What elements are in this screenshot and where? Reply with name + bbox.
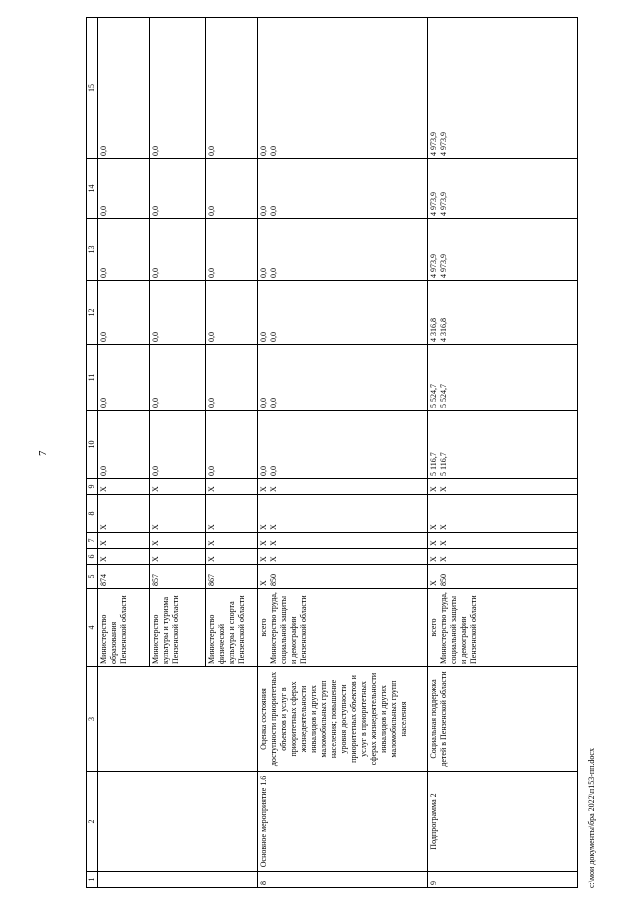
value-total: 0,0 bbox=[259, 268, 268, 278]
measure-description: Оценка состояния доступности приоритетных объектов и услуг в приоритетных сферах жизнедеятельности инвалидов и других маломобильных групп населения; повышение уровня доступности приоритетных объектов и услуг в приоритетных сферах жизнедеятельности инвалидов и других маломобильных групп населения bbox=[258, 667, 428, 772]
value-ministry: 4 973,9 bbox=[439, 254, 448, 278]
table-cell: 0,0 bbox=[98, 219, 150, 281]
table-cell bbox=[428, 533, 578, 549]
total-label: всего bbox=[259, 618, 268, 637]
table-cell: 0,0 bbox=[206, 345, 258, 411]
table-cell bbox=[258, 495, 428, 533]
table-cell: 0,0 bbox=[150, 345, 206, 411]
page-number: 7 bbox=[37, 450, 49, 456]
value-total: X bbox=[429, 486, 438, 492]
value-ministry: X bbox=[269, 556, 278, 562]
col-num-1: 1 bbox=[87, 872, 98, 888]
value-total: X bbox=[259, 540, 268, 546]
table-cell: 0,0 bbox=[98, 345, 150, 411]
value-ministry: 0,0 bbox=[269, 206, 278, 216]
value-ministry: 0,0 bbox=[269, 398, 278, 408]
file-path-footer: c:\мои документы\бра 2022\п153-пп.docx bbox=[587, 748, 596, 888]
table-cell: X bbox=[150, 549, 206, 565]
table-cell: 0,0 bbox=[206, 18, 258, 159]
value-total: 4 973,9 bbox=[429, 254, 438, 278]
value-total: X bbox=[429, 556, 438, 562]
table-cell: 0,0 bbox=[150, 219, 206, 281]
table-cell: 874 bbox=[98, 565, 150, 589]
value-total: X bbox=[429, 540, 438, 546]
table-cell bbox=[428, 549, 578, 565]
table-cell: 867 bbox=[206, 565, 258, 589]
value-total: 5 524,7 bbox=[429, 384, 438, 408]
table-row bbox=[98, 18, 150, 888]
table-cell: 0,0 bbox=[206, 159, 258, 219]
table-cell: X bbox=[206, 549, 258, 565]
value-ministry: 0,0 bbox=[269, 268, 278, 278]
subprogram-description: Социальная поддержка детей в Пензенской области bbox=[428, 667, 578, 772]
table-cell: 0,0 bbox=[98, 411, 150, 479]
ministry-name: Министерство труда, социальной защиты и демографии Пензенской области bbox=[439, 592, 478, 664]
table-cell: X bbox=[98, 533, 150, 549]
ministry-name: Министерство физической культуры и спорта Пензенской области bbox=[206, 589, 258, 667]
col-num-2: 2 bbox=[87, 772, 98, 872]
executor-cell bbox=[428, 589, 578, 667]
value-ministry: X bbox=[269, 540, 278, 546]
ministry-name: Министерство образования Пензенской области bbox=[98, 589, 150, 667]
table-cell bbox=[98, 872, 258, 888]
value-total: 0,0 bbox=[259, 398, 268, 408]
table-cell: X bbox=[98, 549, 150, 565]
col-num-7: 7 bbox=[87, 533, 98, 549]
table-cell: X bbox=[206, 495, 258, 533]
value-ministry: X bbox=[439, 486, 448, 492]
table-cell: 0,0 bbox=[150, 411, 206, 479]
measure-title: Основное мероприятие 1.6 bbox=[258, 772, 428, 872]
table-cell: X bbox=[206, 479, 258, 495]
table-cell: 0,0 bbox=[150, 159, 206, 219]
col-num-13: 13 bbox=[87, 219, 98, 281]
col-num-8: 8 bbox=[87, 495, 98, 533]
table-cell bbox=[428, 159, 578, 219]
ministry-name: Министерство культуры и туризма Пензенской области bbox=[150, 589, 206, 667]
value-total: 0,0 bbox=[259, 206, 268, 216]
value-total: 0,0 bbox=[259, 466, 268, 476]
col-num-5: 5 bbox=[87, 565, 98, 589]
value-ministry: X bbox=[439, 540, 448, 546]
row-number: 8 bbox=[258, 872, 428, 888]
value-ministry: 0,0 bbox=[269, 146, 278, 156]
column-number-row bbox=[87, 18, 98, 888]
table-cell bbox=[258, 549, 428, 565]
value-total: 4 973,9 bbox=[429, 132, 438, 156]
col-num-3: 3 bbox=[87, 667, 98, 772]
table-cell: 0,0 bbox=[150, 18, 206, 159]
value-ministry: X bbox=[269, 524, 278, 530]
table-cell bbox=[258, 219, 428, 281]
table-cell bbox=[428, 219, 578, 281]
value-total: 0,0 bbox=[259, 146, 268, 156]
value-ministry: X bbox=[439, 556, 448, 562]
value-ministry: X bbox=[269, 486, 278, 492]
value-total: 4 316,8 bbox=[429, 318, 438, 342]
table-cell bbox=[258, 479, 428, 495]
value-total: X bbox=[429, 524, 438, 530]
col-num-6: 6 bbox=[87, 549, 98, 565]
table-cell bbox=[258, 565, 428, 589]
value-total: X bbox=[259, 486, 268, 492]
ministry-name: Министерство труда, социальной защиты и демографии Пензенской области bbox=[269, 592, 308, 664]
table-cell bbox=[258, 18, 428, 159]
table-cell bbox=[258, 345, 428, 411]
table-cell: 0,0 bbox=[206, 219, 258, 281]
value-ministry: 4 316,8 bbox=[439, 318, 448, 342]
table-cell: X bbox=[98, 495, 150, 533]
table-cell: 0,0 bbox=[206, 281, 258, 345]
value-ministry: 5 524,7 bbox=[439, 384, 448, 408]
table-cell bbox=[428, 345, 578, 411]
value-total: X bbox=[429, 580, 438, 586]
table-row bbox=[428, 18, 578, 888]
table-cell: 0,0 bbox=[150, 281, 206, 345]
table-cell bbox=[258, 411, 428, 479]
table-cell bbox=[98, 667, 258, 772]
value-total: 5 116,7 bbox=[429, 452, 438, 476]
value-total: X bbox=[259, 556, 268, 562]
value-ministry: 4 973,9 bbox=[439, 132, 448, 156]
table-cell: 0,0 bbox=[98, 281, 150, 345]
table-cell bbox=[428, 18, 578, 159]
table-cell: X bbox=[98, 479, 150, 495]
value-ministry: 0,0 bbox=[269, 466, 278, 476]
value-total: 0,0 bbox=[259, 332, 268, 342]
table-cell: X bbox=[206, 533, 258, 549]
col-num-12: 12 bbox=[87, 281, 98, 345]
value-total: 4 973,9 bbox=[429, 192, 438, 216]
value-total: X bbox=[259, 580, 268, 586]
table-cell bbox=[98, 772, 258, 872]
value-total: X bbox=[259, 524, 268, 530]
value-ministry: X bbox=[439, 524, 448, 530]
total-label: всего bbox=[429, 618, 438, 637]
col-num-10: 10 bbox=[87, 411, 98, 479]
table-cell bbox=[258, 533, 428, 549]
table-row bbox=[258, 18, 428, 888]
table-cell: X bbox=[150, 533, 206, 549]
col-num-4: 4 bbox=[87, 589, 98, 667]
rotated-table-container bbox=[86, 18, 586, 888]
value-ministry: 850 bbox=[439, 574, 448, 586]
executor-cell bbox=[258, 589, 428, 667]
table-cell bbox=[258, 159, 428, 219]
table-cell: 0,0 bbox=[206, 411, 258, 479]
table-cell: X bbox=[150, 479, 206, 495]
row-number: 9 bbox=[428, 872, 578, 888]
subprogram-title: Подпрограмма 2 bbox=[428, 772, 578, 872]
table-cell bbox=[258, 281, 428, 345]
col-num-15: 15 bbox=[87, 18, 98, 159]
table-cell bbox=[428, 281, 578, 345]
table-cell: 857 bbox=[150, 565, 206, 589]
table-cell: 0,0 bbox=[98, 159, 150, 219]
col-num-14: 14 bbox=[87, 159, 98, 219]
value-ministry: 4 973,9 bbox=[439, 192, 448, 216]
value-ministry: 850 bbox=[269, 574, 278, 586]
program-table bbox=[86, 17, 578, 888]
table-cell bbox=[428, 495, 578, 533]
table-cell bbox=[428, 479, 578, 495]
col-num-11: 11 bbox=[87, 345, 98, 411]
table-cell: X bbox=[150, 495, 206, 533]
table-cell bbox=[428, 565, 578, 589]
value-ministry: 0,0 bbox=[269, 332, 278, 342]
col-num-9: 9 bbox=[87, 479, 98, 495]
table-cell bbox=[428, 411, 578, 479]
value-ministry: 5 116,7 bbox=[439, 452, 448, 476]
table-cell: 0,0 bbox=[98, 18, 150, 159]
